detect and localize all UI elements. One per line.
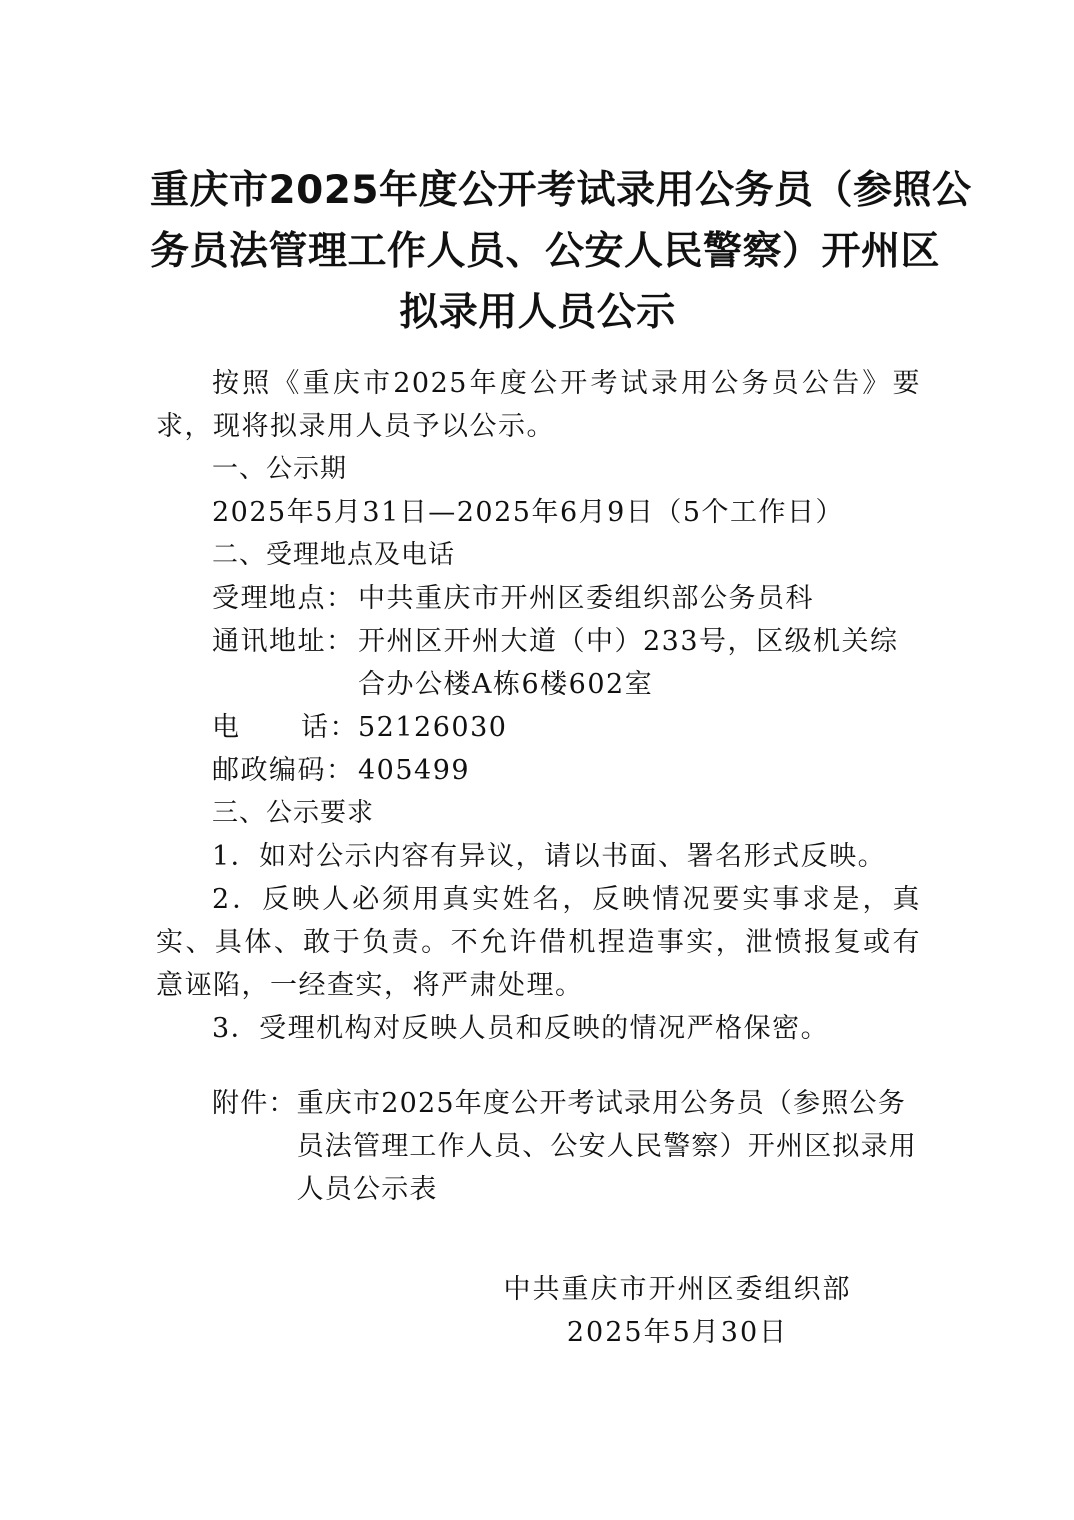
section-3-heading: 三、公示要求 [212, 798, 375, 828]
signature-block [480, 1268, 875, 1354]
document-body [156, 362, 921, 1211]
attachment-row [156, 1082, 921, 1211]
place-value: 中共重庆市开州区委组织部公务员科 [358, 583, 814, 614]
intro-paragraph: 按照《重庆市2025年度公开考试录用公务员公告》要求，现将拟录用人员予以公示。 [156, 368, 921, 442]
place-label: 受理地点： [212, 583, 355, 614]
title-line-2: 务员法管理工作人员、公安人民警察）开州区 [150, 229, 941, 274]
place-row [156, 577, 921, 620]
postcode-row [156, 749, 921, 792]
document-title [150, 160, 972, 343]
requirement-item-3: 3．受理机构对反映人员和反映的情况严格保密。 [212, 1013, 830, 1044]
attachment-label: 附件： [212, 1088, 297, 1119]
section-2-heading: 二、受理地点及电话 [212, 540, 456, 570]
signature-org: 中共重庆市开州区委组织部 [503, 1274, 852, 1305]
requirement-item-1: 1．如对公示内容有异议，请以书面、署名形式反映。 [212, 841, 887, 872]
phone-label-b: 话： [301, 712, 358, 743]
spacer [156, 1050, 921, 1082]
requirement-item-2: 2．反映人必须用真实姓名，反映情况要实事求是，真实、具体、敢于负责。不允许借机捏造事实，泄愤报复或有意诬陷，一经查实，将严肃处理。 [156, 884, 921, 1001]
signature-date: 2025年5月30日 [566, 1317, 789, 1348]
phone-row [156, 706, 921, 749]
phone-label-a: 电 [212, 712, 241, 743]
phone-label [212, 706, 358, 749]
address-label: 通讯地址： [212, 626, 355, 657]
address-value: 开州区开州大道（中）233号，区级机关综合办公楼A栋6楼602室 [358, 626, 899, 700]
phone-value: 52126030 [358, 712, 508, 743]
publicity-period: 2025年5月31日—2025年6月9日（5个工作日） [212, 497, 844, 528]
title-line-3: 拟录用人员公示 [399, 290, 676, 335]
title-line-1: 重庆市2025年度公开考试录用公务员（参照公 [150, 168, 972, 213]
address-row [156, 620, 921, 706]
postcode-label: 邮政编码： [212, 755, 355, 786]
attachment-text: 重庆市2025年度公开考试录用公务员（参照公务员法管理工作人员、公安人民警察）开州区拟录用人员公示表 [296, 1088, 918, 1205]
section-1-heading: 一、公示期 [212, 454, 348, 484]
postcode-value: 405499 [358, 755, 471, 786]
